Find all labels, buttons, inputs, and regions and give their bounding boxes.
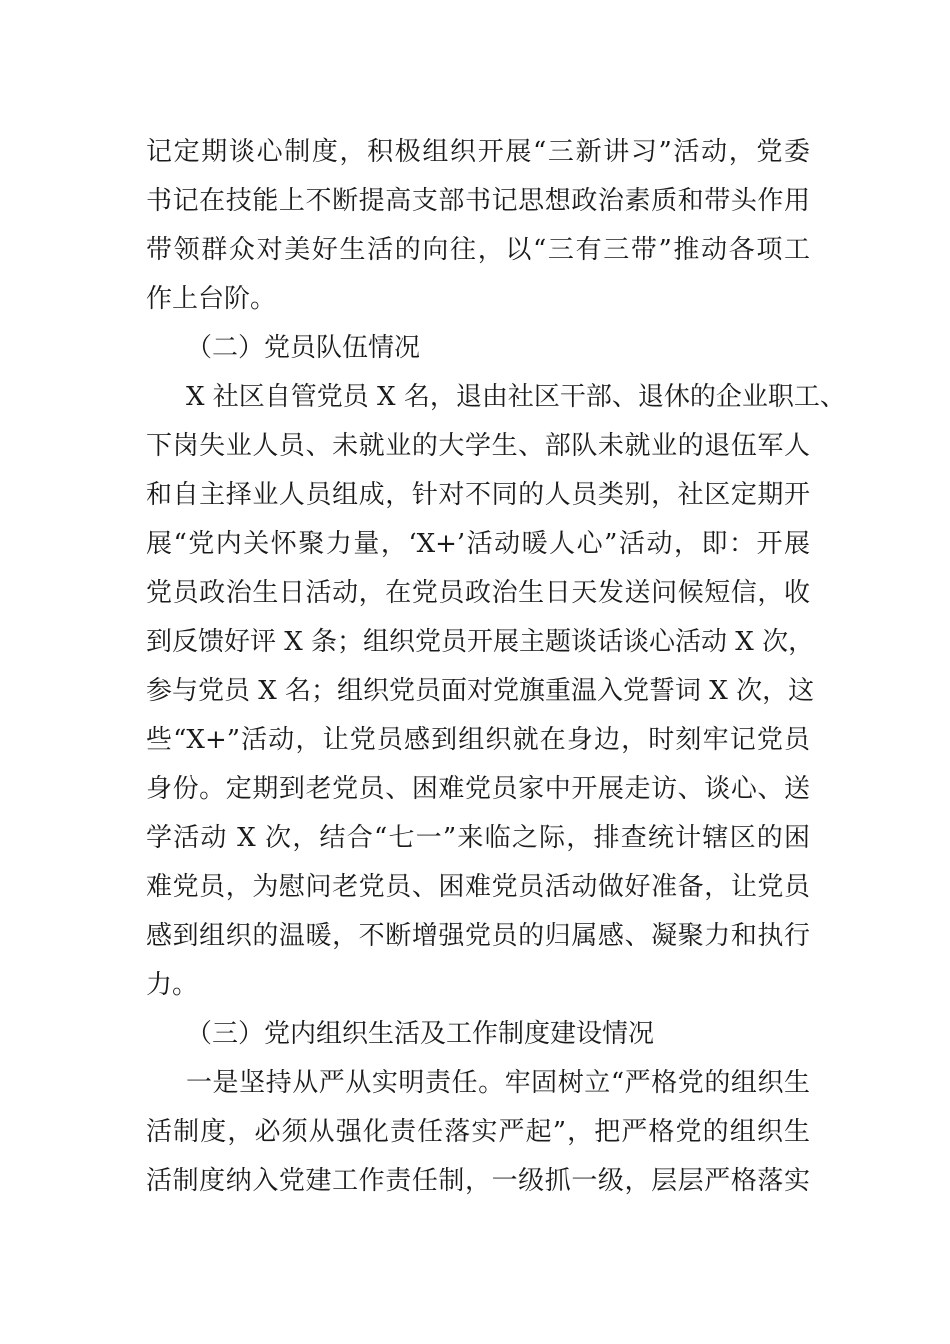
paragraph-line: 和自主择业人员组成，针对不同的人员类别，社区定期开	[146, 480, 810, 510]
section-heading-party-members: （二）党员队伍情况	[186, 333, 421, 363]
paragraph-line: 参与党员 X 名；组织党员面对党旗重温入党誓词 X 次，这	[146, 676, 815, 706]
paragraph-line: 党员政治生日活动，在党员政治生日天发送问候短信，收	[146, 578, 810, 608]
paragraph-line: 活制度，必须从强化责任落实严起”，把严格党的组织生	[146, 1117, 810, 1147]
paragraph-line: X 社区自管党员 X 名，退由社区干部、退休的企业职工、	[186, 382, 846, 412]
paragraph-line: 活制度纳入党建工作责任制，一级抓一级，层层严格落实	[146, 1166, 810, 1196]
paragraph-line: 到反馈好评 X 条；组织党员开展主题谈话谈心活动 X 次，	[146, 627, 815, 657]
paragraph-line: 记定期谈心制度，积极组织开展“三新讲习”活动，党委	[146, 137, 810, 167]
paragraph-line: 下岗失业人员、未就业的大学生、部队未就业的退伍军人	[146, 431, 810, 461]
body-text	[146, 128, 846, 1206]
paragraph-line: 展“党内关怀聚力量，‘X+’活动暖人心”活动，即：开展	[146, 529, 810, 559]
paragraph-line: 作上台阶。	[146, 284, 277, 314]
section-heading-organization-life: （三）党内组织生活及工作制度建设情况	[186, 1019, 655, 1049]
paragraph-line: 感到组织的温暖，不断增强党员的归属感、凝聚力和执行	[146, 921, 810, 951]
paragraph-line: 书记在技能上不断提高支部书记思想政治素质和带头作用	[146, 186, 810, 216]
paragraph-line: 学活动 X 次，结合“七一”来临之际，排查统计辖区的困	[146, 823, 810, 853]
paragraph-line: 身份。定期到老党员、困难党员家中开展走访、谈心、送	[146, 774, 810, 804]
paragraph-line: 带领群众对美好生活的向往，以“三有三带”推动各项工	[146, 235, 810, 265]
paragraph-line: 力。	[146, 970, 199, 1000]
paragraph-line: 些“X+”活动，让党员感到组织就在身边，时刻牢记党员	[146, 725, 810, 755]
paragraph-line: 难党员，为慰问老党员、困难党员活动做好准备，让党员	[146, 872, 810, 902]
paragraph-line: 一是坚持从严从实明责任。牢固树立“严格党的组织生	[186, 1068, 810, 1098]
